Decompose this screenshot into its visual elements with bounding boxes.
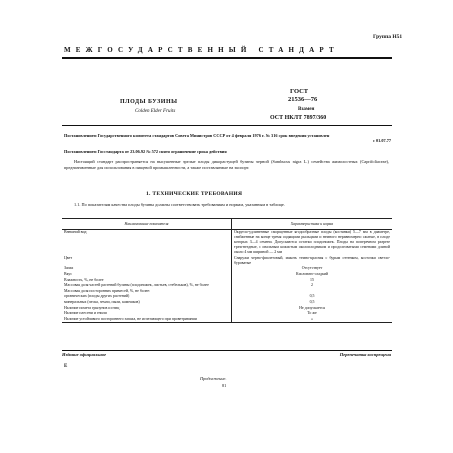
gost-label: ГОСТ bbox=[290, 88, 309, 95]
row-name: Внешний вид bbox=[62, 230, 232, 256]
row-value: Отсутствует bbox=[301, 266, 323, 271]
group-code: Группа Н51 bbox=[373, 34, 403, 40]
row-name: Наличие помета грызунов и птиц bbox=[62, 305, 232, 311]
intro-paragraph: Настоящий стандарт распространяется на высушенные зрелые плоды дикорастущей бузины черной (Sambucus nigra L.) семейства жимолостных (Caprifoliaceae), предназначенные для использования в пищевой промышленности, а также поставляемые на экспорт. bbox=[64, 159, 389, 170]
table-header-name: Наименование показателя bbox=[62, 219, 232, 230]
top-divider bbox=[62, 57, 392, 59]
row-name: минеральных (песка, земли, пыли, камешков) bbox=[62, 300, 232, 306]
table-row bbox=[62, 256, 392, 267]
product-title-en: Colden Elder Fruits bbox=[135, 109, 176, 114]
decree-amendment: Постановлением Госстандарта от 23.06.92 № 572 снято ограничение срока действия bbox=[64, 149, 227, 154]
row-name: Запах bbox=[62, 266, 232, 272]
row-name: Влажность, %, не более bbox=[62, 277, 232, 283]
decree-text: Постановлением Государственного комитета стандартов Совета Министров СССР от 4 февраля 1976 г. № 316 срок введения установлен bbox=[64, 133, 330, 138]
page-number: 81 bbox=[222, 383, 227, 388]
row-name: Наличие устойчивого постороннего запаха, не исчезающего при проветривании bbox=[62, 317, 232, 323]
table-header-value: Характеристика и норма bbox=[232, 219, 393, 230]
row-name: Массовая доля посторонних примесей, %, не более: bbox=[62, 289, 232, 295]
row-value: Не допускается bbox=[299, 305, 325, 310]
table-row bbox=[62, 317, 392, 323]
row-value: 0,5 bbox=[309, 300, 315, 305]
gost-number: 21536—76 bbox=[288, 96, 318, 103]
row-name: Вкус bbox=[62, 272, 232, 278]
header-divider bbox=[62, 125, 392, 126]
replaced-standard: ОСТ НКЛТ 7897/360 bbox=[270, 115, 327, 121]
row-name: Наличие плесени и гнили bbox=[62, 311, 232, 317]
replaced-label: Взамен bbox=[298, 107, 315, 112]
requirements-table bbox=[62, 218, 392, 323]
row-value: Округло-удлиненные сморщенные ягодообразные плоды (костянки) 5—7 мм в диаметре, снабженные на конце тремя сидящими рыльцами и немного неравномерно сжатые, в плоде которых 3—4 семени. Допускаются остатки плодоножек. Плоды на поперечном разрезе трехгнездные, с овальным кожистым околоплодником и продолговатыми семенами длиной около 4 мм шириной — 2 мм bbox=[234, 230, 390, 255]
section-title: 1. ТЕХНИЧЕСКИЕ ТРЕБОВАНИЯ bbox=[146, 191, 243, 197]
table-row bbox=[62, 230, 392, 256]
row-value: Снаружи черно-фиолетовый, мякоть темно-красная с бурым оттенком, косточки светло-буроватые bbox=[234, 255, 390, 265]
standard-title: МЕЖГОСУДАРСТВЕННЫЙ СТАНДАРТ bbox=[64, 46, 339, 54]
product-title: ПЛОДЫ БУЗИНЫ bbox=[120, 99, 178, 105]
row-value: Кисловато-сладкий bbox=[295, 272, 329, 277]
edition-mark: Е bbox=[64, 364, 68, 369]
clause-text: 1.1. По показателям качества плоды бузины должны соответствовать требованиям и нормам, указанным в таблице. bbox=[74, 202, 285, 207]
row-value: 15 bbox=[310, 277, 314, 282]
row-value: 2 bbox=[311, 283, 313, 288]
footer-divider bbox=[62, 350, 392, 351]
reprint-prohibited-label: Перепечатка воспрещена bbox=[339, 352, 391, 357]
row-name: органических (плоды других растений) bbox=[62, 294, 232, 300]
row-value: » bbox=[232, 317, 393, 323]
table-header-row bbox=[62, 219, 392, 230]
continuation-label: Продолжение. bbox=[200, 376, 227, 381]
row-name: Массовая доля частей растений бузины (плодоножек, листьев, стебельков), %, не более bbox=[62, 283, 232, 289]
official-edition-label: Издание официальное bbox=[62, 352, 107, 357]
row-name: Цвет bbox=[62, 256, 232, 267]
row-value: То же bbox=[307, 311, 317, 316]
row-value: 0,5 bbox=[309, 294, 315, 299]
decree-date: с 01.07.77 bbox=[372, 138, 391, 143]
